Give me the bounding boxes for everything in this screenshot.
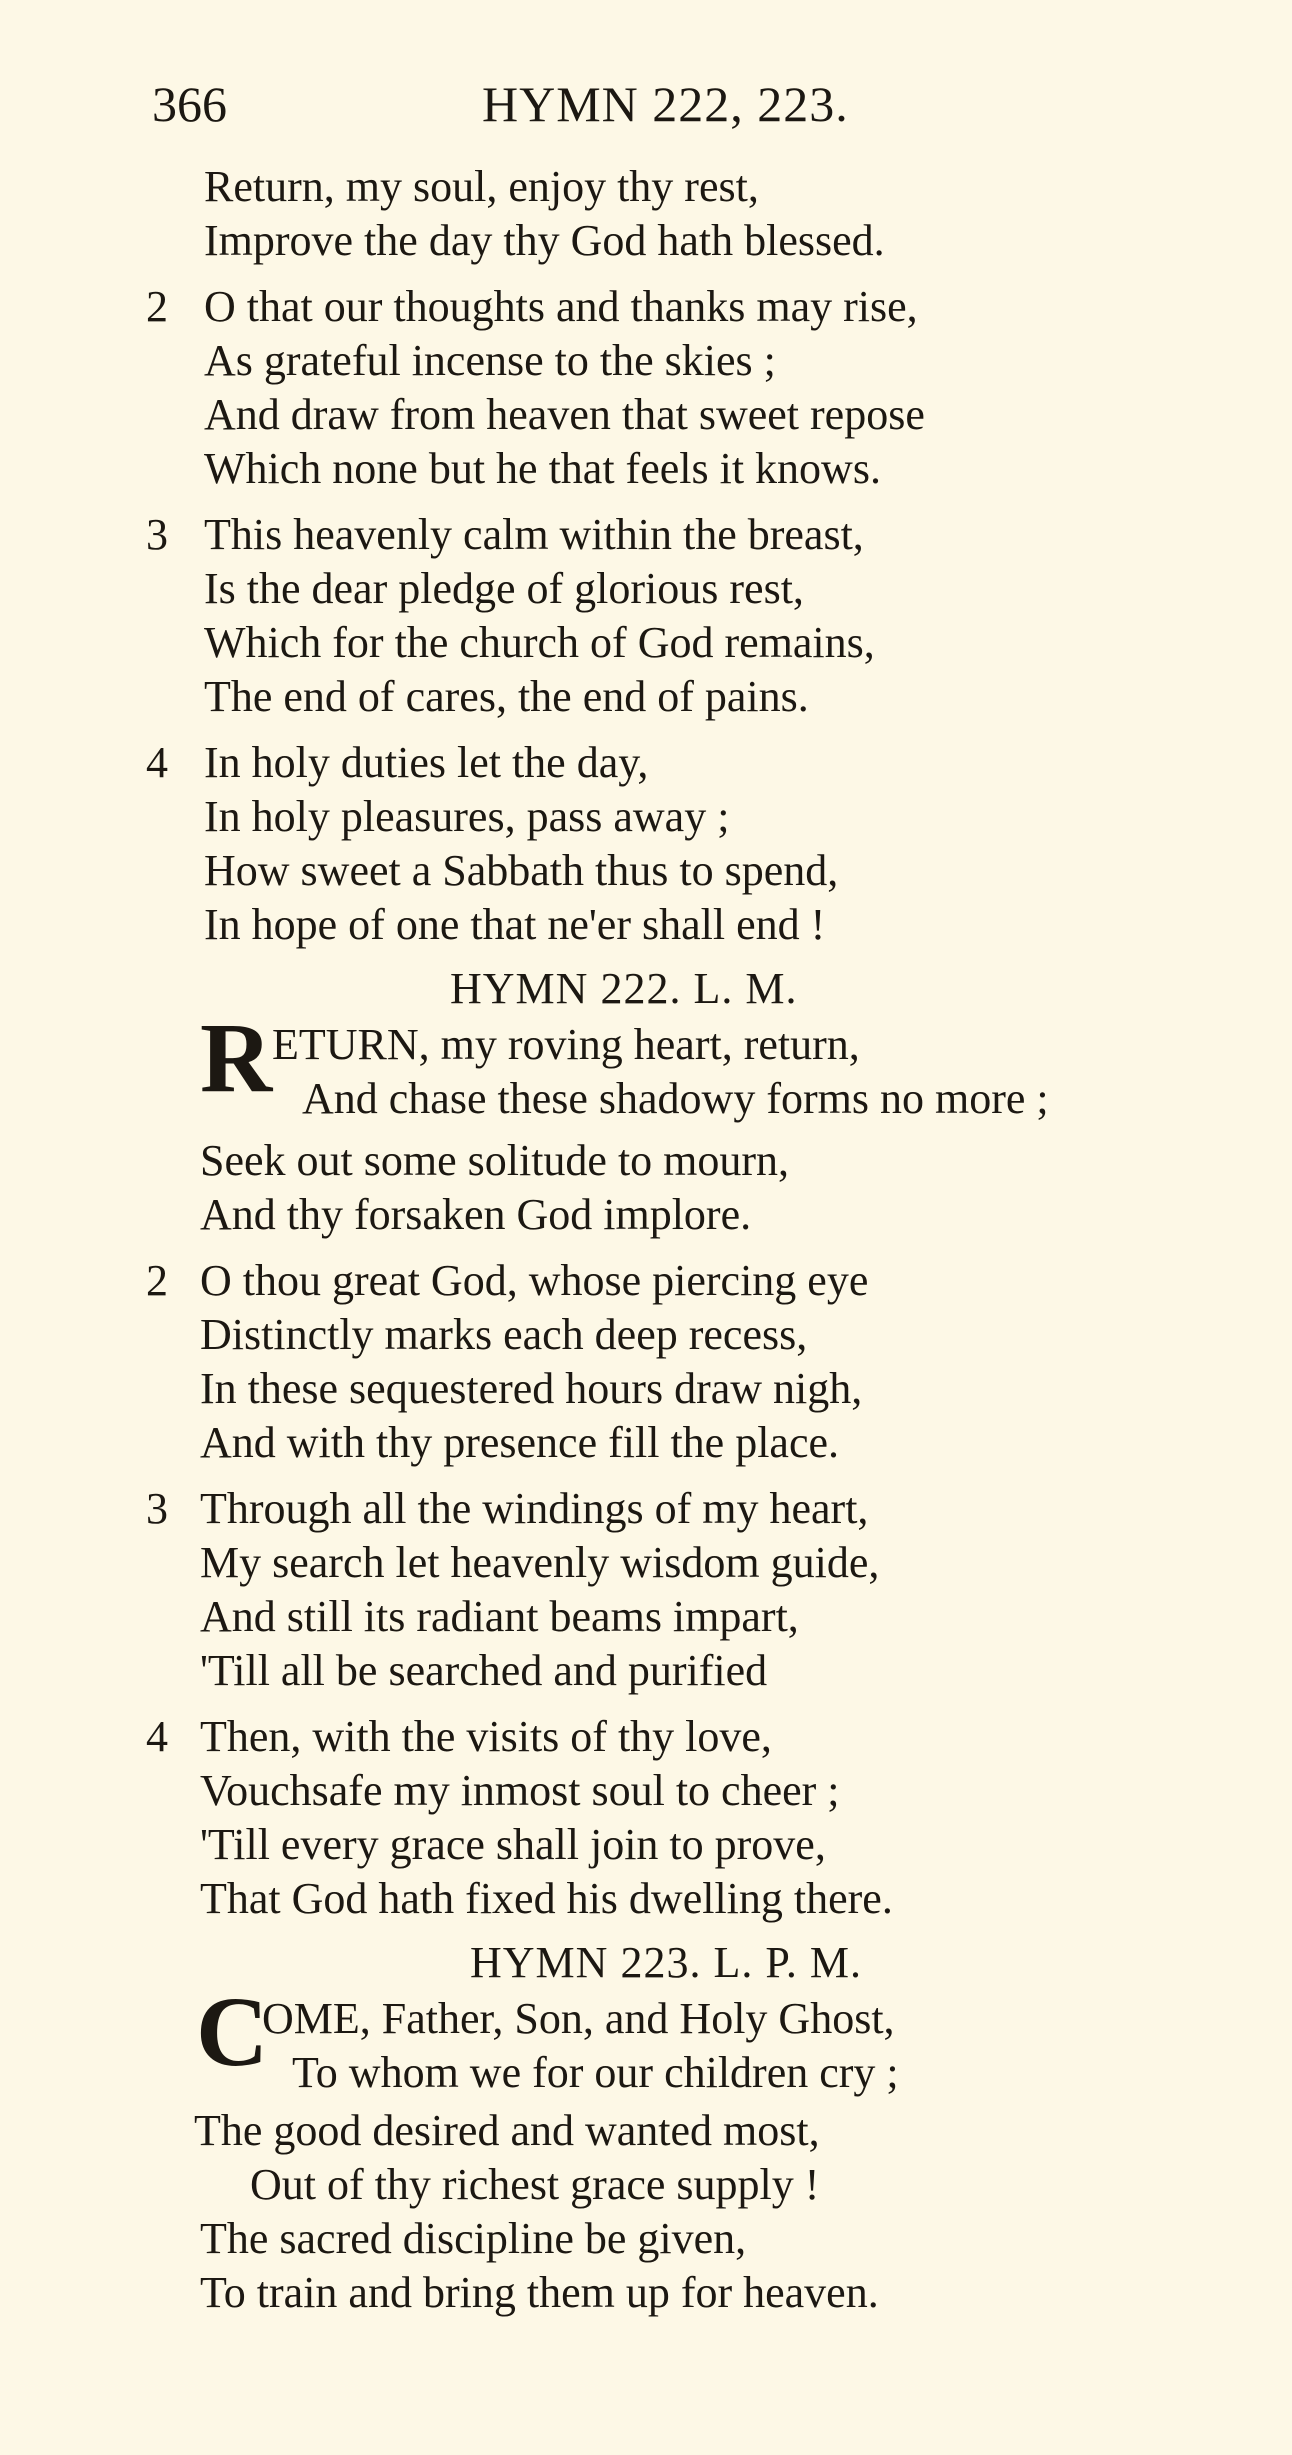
hymn-line: Seek out some solitude to mourn, bbox=[200, 1136, 790, 1185]
hymn-line: 'Till all be searched and purified bbox=[200, 1646, 768, 1695]
hymn-first-line: ETURN, my roving heart, return, bbox=[272, 1020, 860, 1069]
hymn-line: My search let heavenly wisdom guide, bbox=[200, 1538, 880, 1587]
hymn-line: This heavenly calm within the breast, bbox=[204, 510, 864, 559]
verse-number: 3 bbox=[146, 510, 168, 559]
hymn-line: Out of thy richest grace supply ! bbox=[250, 2160, 820, 2209]
hymn-line: Distinctly marks each deep recess, bbox=[200, 1310, 808, 1359]
verse-number: 3 bbox=[146, 1484, 168, 1533]
hymn-line: To train and bring them up for heaven. bbox=[200, 2268, 879, 2317]
hymn-line: Improve the day thy God hath blessed. bbox=[204, 216, 885, 265]
verse-number: 2 bbox=[146, 1256, 168, 1305]
drop-cap: R bbox=[200, 1002, 273, 1113]
hymn-line: Vouchsafe my inmost soul to cheer ; bbox=[200, 1766, 840, 1815]
hymn-line: The good desired and wanted most, bbox=[194, 2106, 820, 2155]
hymn-line: And with thy presence fill the place. bbox=[200, 1418, 840, 1467]
hymn-title: HYMN 222. L. M. bbox=[450, 964, 798, 1013]
hymn-line: As grateful incense to the skies ; bbox=[204, 336, 776, 385]
hymn-line: In holy duties let the day, bbox=[204, 738, 649, 787]
hymn-line: Through all the windings of my heart, bbox=[200, 1484, 869, 1533]
hymn-line: Which none but he that feels it knows. bbox=[204, 444, 881, 493]
hymn-line: Return, my soul, enjoy thy rest, bbox=[204, 162, 759, 211]
hymn-line: And still its radiant beams impart, bbox=[200, 1592, 799, 1641]
hymn-line: And thy forsaken God implore. bbox=[200, 1190, 752, 1239]
hymn-line: And draw from heaven that sweet repose bbox=[204, 390, 925, 439]
hymn-line: The sacred discipline be given, bbox=[200, 2214, 747, 2263]
verse-number: 4 bbox=[146, 1712, 168, 1761]
hymn-line: In these sequestered hours draw nigh, bbox=[200, 1364, 863, 1413]
hymn-line: That God hath fixed his dwelling there. bbox=[200, 1874, 893, 1923]
hymn-line: O that our thoughts and thanks may rise, bbox=[204, 282, 918, 331]
hymn-line: O thou great God, whose piercing eye bbox=[200, 1256, 869, 1305]
verse-number: 4 bbox=[146, 738, 168, 787]
running-title: HYMN 222, 223. bbox=[482, 76, 849, 132]
drop-cap: C bbox=[196, 1976, 269, 2087]
hymn-title: HYMN 223. L. P. M. bbox=[470, 1938, 863, 1987]
hymn-line: In holy pleasures, pass away ; bbox=[204, 792, 730, 841]
hymn-line: Is the dear pledge of glorious rest, bbox=[204, 564, 804, 613]
hymn-line: And chase these shadowy forms no more ; bbox=[302, 1074, 1049, 1123]
hymn-line: In hope of one that ne'er shall end ! bbox=[204, 900, 826, 949]
page-number: 366 bbox=[152, 76, 227, 132]
hymn-line: How sweet a Sabbath thus to spend, bbox=[204, 846, 839, 895]
hymn-line: Which for the church of God remains, bbox=[204, 618, 875, 667]
hymn-line: To whom we for our children cry ; bbox=[292, 2048, 899, 2097]
verse-number: 2 bbox=[146, 282, 168, 331]
hymn-line: Then, with the visits of thy love, bbox=[200, 1712, 772, 1761]
hymn-line: The end of cares, the end of pains. bbox=[204, 672, 809, 721]
hymn-first-line: OME, Father, Son, and Holy Ghost, bbox=[262, 1994, 895, 2043]
hymn-line: 'Till every grace shall join to prove, bbox=[200, 1820, 826, 1869]
